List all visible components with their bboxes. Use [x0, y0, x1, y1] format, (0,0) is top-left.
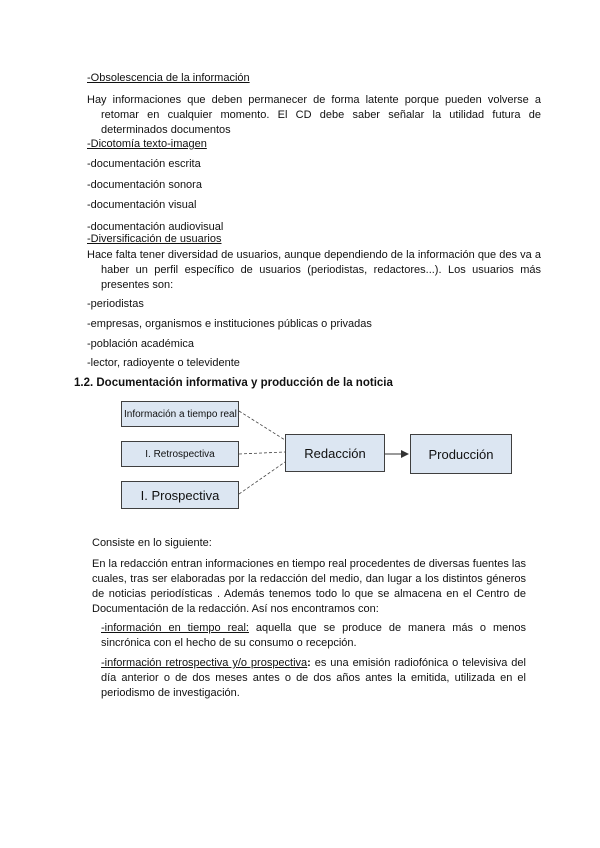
box-retrospectiva: I. Retrospectiva [121, 441, 239, 467]
list-item: -lector, radioyente o televidente [87, 357, 240, 369]
main-paragraph: En la redacción entran informaciones en tiempo real procedentes de diversas fuentes las cuales, tras ser elaboradas por la redacción del medio, dan lugar a los distintos géneros de noticias periodísticas . Además tenemos todo lo que se almacena en el Centro de Documentación de la redacción. Así nos encontramos con: [92, 558, 526, 615]
obsolescencia-title: -Obsolescencia de la información [87, 72, 250, 84]
list-item: -periodistas [87, 298, 144, 310]
connector-line [239, 411, 285, 440]
connector-line [239, 462, 285, 494]
definition-retrospectiva [101, 656, 526, 701]
box-produccion: Producción [410, 434, 512, 474]
definition-text: es una emisión radiofónica o televisiva del día anterior o de dos meses antes o de dos años antes la emitida, utilizada en el periodismo de investigación. [101, 657, 526, 699]
definition-text: aquella que se produce de manera más o menos sincrónica con el hecho de su consumo o recepción. [101, 622, 526, 649]
list-item: -documentación escrita [87, 158, 201, 170]
list-item: -documentación audiovisual [87, 221, 224, 233]
diversificacion-paragraph: Hace falta tener diversidad de usuarios, aunque dependiendo de la información que des va a haber un perfil específico de usuarios (periodistas, redactores...). Los usuarios más presentes son: [87, 249, 541, 291]
definition-colon: : [307, 657, 311, 669]
definition-term: -información retrospectiva y/o prospectiva [101, 657, 308, 669]
list-item: -documentación sonora [87, 179, 202, 191]
definition-term: -información en tiempo real: [101, 622, 249, 634]
definition-tiempo-real [101, 621, 526, 651]
obsolescencia-paragraph: Hay informaciones que deben permanecer de forma latente porque pueden volverse a retomar en cualquier momento. El CD debe saber señalar la utilidad futura de determinados documentos [87, 94, 541, 136]
section-heading: 1.2. Documentación informativa y producción de la noticia [74, 377, 393, 389]
intro-text: Consiste en lo siguiente: [92, 537, 212, 549]
list-item: -documentación visual [87, 199, 197, 211]
box-tiempo-real: Información a tiempo real [121, 401, 239, 427]
connector-line [239, 452, 285, 454]
box-prospectiva: I. Prospectiva [121, 481, 239, 509]
diversificacion-title: -Diversificación de usuarios [87, 233, 222, 245]
dicotomia-title: -Dicotomía texto-imagen [87, 138, 207, 150]
list-item: -población académica [87, 338, 195, 350]
list-item: -empresas, organismos e instituciones públicas o privadas [87, 318, 372, 330]
box-redaccion: Redacción [285, 434, 385, 472]
